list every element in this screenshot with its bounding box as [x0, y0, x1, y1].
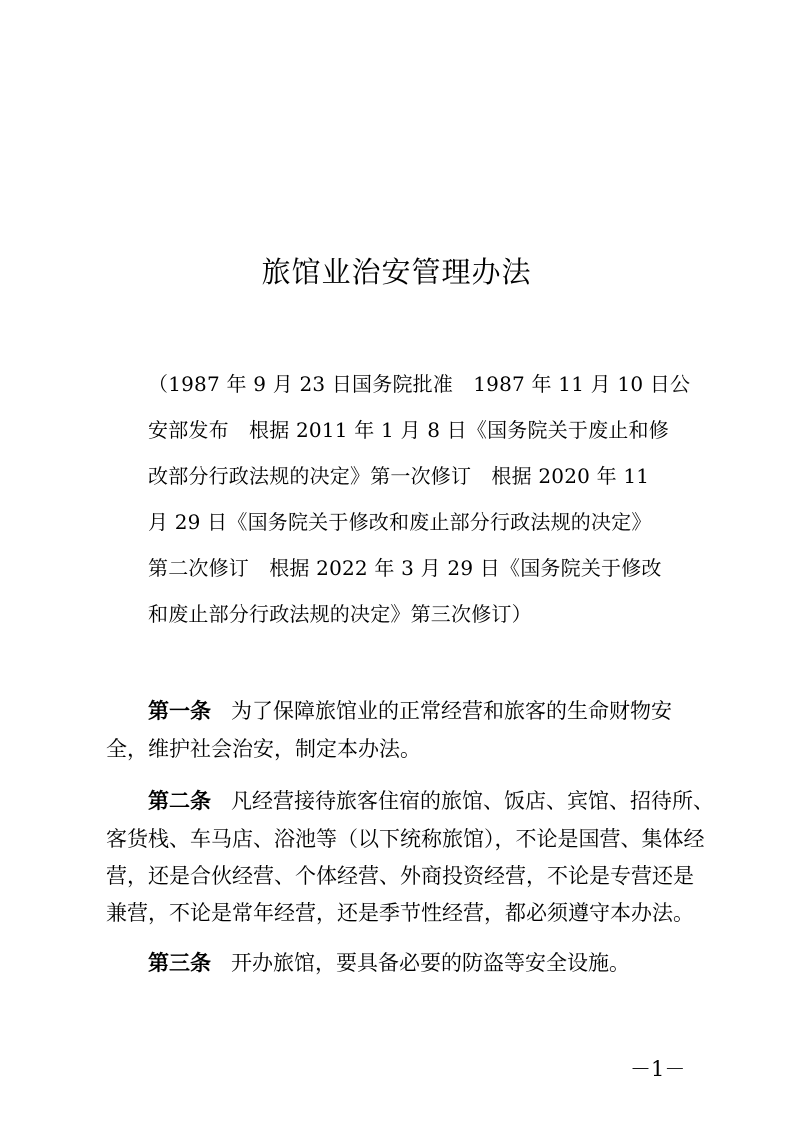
article-2-label: 第二条: [148, 789, 211, 813]
revision-note-line: 改部分行政法规的决定》第一次修订 根据 2020 年 11: [148, 464, 650, 488]
revision-note-line: 月 29 日《国务院关于修改和废止部分行政法规的决定》: [148, 510, 652, 534]
article-3-first-line: [148, 948, 630, 978]
article-2-line: 客货栈、车马店、浴池等（以下统称旅馆），不论是国营、集体经: [106, 827, 705, 851]
revision-note-line: 第二次修订 根据 2022 年 3 月 29 日《国务院关于修改: [148, 556, 662, 580]
revision-note-line: 安部发布 根据 2011 年 1 月 8 日《国务院关于废止和修: [148, 418, 669, 442]
revision-note-line: （1987 年 9 月 23 日国务院批准 1987 年 11 月 10 日公: [148, 372, 691, 396]
article-2-line: 营，还是合伙经营、个体经营、外商投资经营，不论是专营还是: [106, 864, 694, 888]
article-3-text: 开办旅馆，要具备必要的防盗等安全设施。: [231, 951, 630, 975]
article-2-text: 凡经营接待旅客住宿的旅馆、饭店、宾馆、招待所、: [231, 789, 714, 813]
article-1-line: 全，维护社会治安，制定本办法。: [106, 737, 421, 761]
revision-note-line: 和废止部分行政法规的决定》第三次修订）: [148, 602, 532, 626]
page-number: －1－: [630, 1057, 686, 1081]
document-title: 旅馆业治安管理办法: [261, 255, 532, 289]
article-3-label: 第三条: [148, 951, 211, 975]
article-1-text: 为了保障旅馆业的正常经营和旅客的生命财物安: [231, 699, 672, 723]
article-2-line: 兼营，不论是常年经营，还是季节性经营，都必须遵守本办法。: [106, 901, 694, 925]
article-1-first-line: [148, 696, 672, 726]
article-1-label: 第一条: [148, 699, 211, 723]
article-2-first-line: [148, 786, 714, 816]
